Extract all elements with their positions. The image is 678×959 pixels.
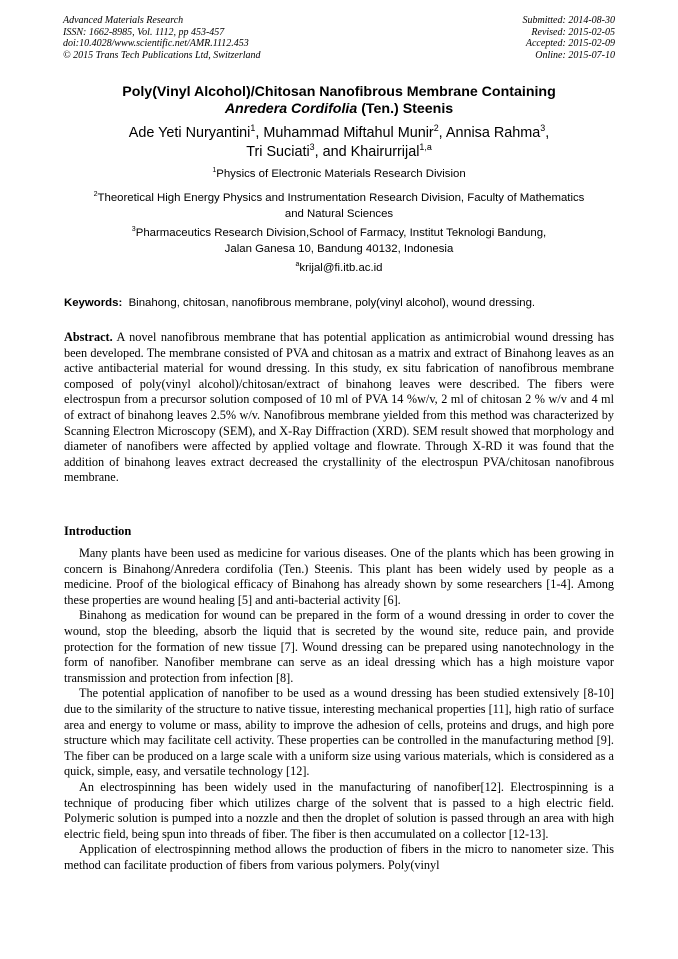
author-separator: , bbox=[438, 125, 446, 141]
body-paragraph: Binahong as medication for wound can be prepared in the form of a wound dressing in order to cover the wound, stop the bleeding, absorb the liquid that is secreted by the wound site, reduce pain, and provide protection for the formation of new tissue [7]. Wound dressing can be prepared using nanotechnology in the form of nanofiber. Nanofiber membrane can serve as an ideal dressing which has a high moisture vapor transmission and protection from infection [8]. bbox=[64, 608, 614, 685]
author-affil-mark: 3 bbox=[309, 142, 315, 153]
accepted-date: Accepted: 2015-02-09 bbox=[525, 38, 615, 49]
title-line-1: Poly(Vinyl Alcohol)/Chitosan Nanofibrous Membrane Containing bbox=[122, 84, 556, 100]
author-separator: , and bbox=[314, 144, 351, 160]
body-paragraph: The potential application of nanofiber to be used as a wound dressing has been studied extensively [8-10] due to the similarity of the structure to native tissue, interesting mechanical properties [11], high ratio of surface area and energy to volume or mass, ability to improve the adhesion of cells, proteins and drugs, and high pore structure which may facilitate cell activity. These properties can be controlled in the manufacturing method [9]. The fiber can be produced on a large scale with a uniform size using various materials, which is considered as a quick, simple, easy, and versatile technology [12]. bbox=[64, 686, 614, 779]
affiliation-text: Physics of Electronic Materials Research Division bbox=[216, 168, 466, 180]
body-paragraph: An electrospinning has been widely used in the manufacturing of nanofiber[12]. Electrospinning is a technique of producing fiber which utilizes charge of the solvent that is passed to a high electric field. Polymeric solution is pumped into a nozzle and then the droplet of solution is passed through an area with high electric field, being spun into threads of fiber. The fiber is then accumulated on a collector [12-13]. bbox=[64, 779, 614, 841]
author-affil-mark: 3 bbox=[540, 123, 546, 134]
copyright-line: © 2015 Trans Tech Publications Ltd, Switzerland bbox=[63, 49, 261, 61]
corresponding-email bbox=[40, 261, 638, 277]
affiliation-mark: 2 bbox=[93, 191, 98, 199]
journal-info bbox=[63, 15, 261, 61]
affiliation-1 bbox=[40, 167, 638, 183]
abstract-text: A novel nanofibrous membrane that has potential application as antimicrobial wound dressing has been developed. The membrane consisted of PVA and chitosan as a matrix and extract of Binahong leaves as an active antibacterial material for wound dressing. In this study, ex situ fabrication of nanofibrous membrane composed of poly(vinyl alcohol)/chitosan/extract of binahong leaves were described. The fibers were electrospun from a precursor solution composed of 10 ml of PVA 14 %w/v, 2 ml of chitosan 2 % w/v and 4 ml of extract of binahong leaves 2.5% w/v. Nanofibrous membrane yielded from this method was characterized by Scanning Electron Microscopy (SEM), and X-Ray Diffraction (XRD). SEM result showed that morphology and diameter of nanofibers were affected by applied voltage and flowrate. Through X-RD it was found that the addition of binahong leaves extract decreased the crystallinity of the electrospun PVA/chitosan nanofibrous membrane. bbox=[64, 330, 615, 485]
abstract-paragraph bbox=[64, 330, 614, 486]
body-paragraph: Application of electrospinning method allows the production of fibers in the micro to nanometer size. This method can facilitate production of fibers from various polymers. Poly(vinyl bbox=[64, 842, 614, 872]
author-name: Annisa Rahma bbox=[445, 125, 541, 141]
online-date: Online: 2015-07-10 bbox=[535, 49, 615, 61]
revised-date: Revised: 2015-02-05 bbox=[531, 26, 615, 38]
author-affil-mark: 1 bbox=[250, 123, 256, 134]
author-separator: , bbox=[545, 125, 550, 141]
affiliation-2 bbox=[40, 191, 638, 222]
author-name: Khairurrijal bbox=[350, 144, 420, 160]
body-paragraph: Many plants have been used as medicine for various diseases. One of the plants which has been growing in concern is Binahong/Anredera cordifolia (Ten.) Steenis. This plant has been widely used by people as a medicine. Proof of the biological efficacy of Binahong has already shown by some researchers [1-4]. Among these properties are wound healing [5] and anti-bacterial activity [6]. bbox=[64, 546, 614, 607]
doi-line: doi:10.4028/www.scientific.net/AMR.1112.453 bbox=[63, 38, 249, 49]
affiliation-text: Pharmaceutics Research Division,School of Farmacy, Institut Teknologi Bandung, bbox=[135, 227, 547, 239]
submitted-date: Submitted: 2014-08-30 bbox=[522, 15, 615, 26]
title-authority: (Ten.) Steenis bbox=[357, 101, 454, 117]
journal-name: Advanced Materials Research bbox=[63, 15, 184, 26]
author-name: Ade Yeti Nuryantini bbox=[128, 125, 251, 141]
affiliation-text-cont: Jalan Ganesa 10, Bandung 40132, Indonesia bbox=[224, 242, 454, 255]
email-mark: a bbox=[295, 261, 300, 269]
keywords-line bbox=[64, 296, 624, 310]
affiliation-mark: 3 bbox=[131, 226, 136, 234]
author-separator: , bbox=[255, 125, 264, 141]
author-name: Tri Suciati bbox=[246, 144, 310, 160]
keywords-label: Keywords: bbox=[64, 297, 123, 309]
introduction-section bbox=[64, 546, 614, 873]
paper-title bbox=[40, 84, 638, 118]
author-name: Muhammad Miftahul Munir bbox=[263, 125, 434, 141]
affiliation-text: Theoretical High Energy Physics and Instrumentation Research Division, Faculty of Mathematics bbox=[97, 192, 585, 204]
title-species: Anredera Cordifolia bbox=[224, 101, 358, 117]
section-heading: Introduction bbox=[64, 524, 132, 538]
author-affil-mark: 2 bbox=[433, 123, 439, 134]
affiliation-text-cont: and Natural Sciences bbox=[284, 207, 394, 220]
abstract-label: Abstract. bbox=[64, 330, 113, 344]
keywords-text: Binahong, chitosan, nanofibrous membrane, poly(vinyl alcohol), wound dressing. bbox=[128, 297, 536, 309]
affiliation-mark: 1 bbox=[212, 167, 217, 175]
title-line-2 bbox=[40, 101, 638, 118]
email-address: krijal@fi.itb.ac.id bbox=[299, 262, 383, 274]
issn-line: ISSN: 1662-8985, Vol. 1112, pp 453-457 bbox=[63, 26, 225, 38]
publication-dates bbox=[523, 15, 616, 61]
affiliation-3 bbox=[40, 226, 638, 257]
author-list bbox=[40, 124, 638, 162]
abstract-section bbox=[64, 330, 614, 486]
author-affil-mark: 1,a bbox=[419, 142, 432, 153]
